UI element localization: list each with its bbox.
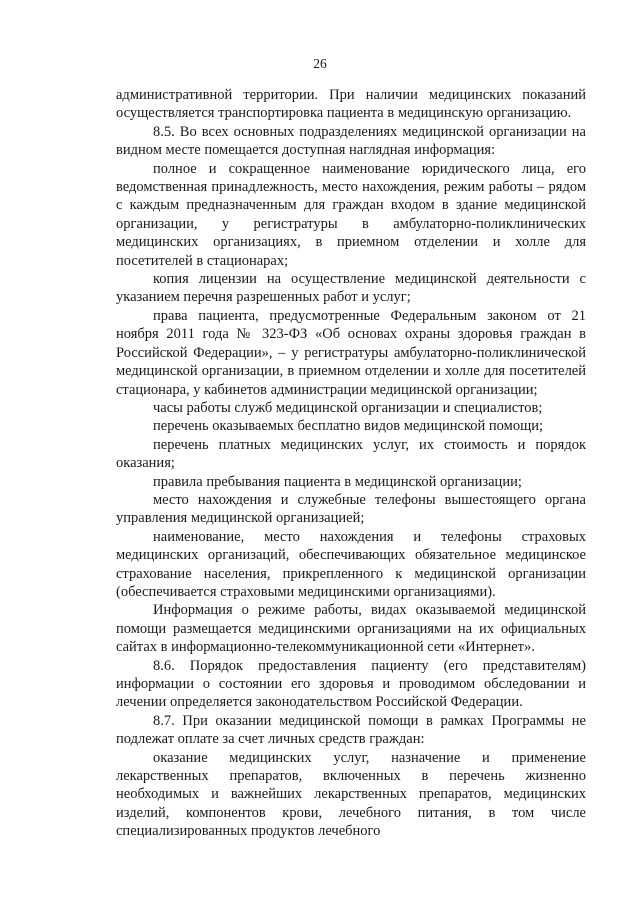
paragraph-item-paid-services: перечень платных медицинских услуг, их стоимость и порядок оказания;: [116, 436, 586, 472]
page-number: 26: [313, 56, 327, 71]
paragraph-item-governing-body: место нахождения и служебные телефоны вышестоящего органа управления медицинской организацией;: [116, 491, 586, 527]
paragraph-item-working-hours: часы работы служб медицинской организации и специалистов;: [153, 399, 543, 416]
paragraph-continuation: административной территории. При наличии медицинских показаний осуществляется транспортировка пациента в медицинскую организацию.: [116, 87, 586, 122]
paragraph-item-patient-rights: права пациента, предусмотренные Федеральным законом от 21 ноября 2011 года № 323-ФЗ «Об основах охраны здоровья граждан в Российской Федерации», – у регистратуры амбулаторно-поликлинической медицинской организации, в приемном отделении и холле для посетителей стационара, у кабинетов администрации медицинской организации;: [116, 307, 586, 398]
document-body: [116, 86, 586, 841]
paragraph-website-info: Информация о режиме работы, видах оказываемой медицинской помощи размещается медицинскими организациями на их официальных сайтах в информационно-телекоммуникационной сети «Интернет».: [116, 602, 586, 656]
paragraph-8-6: 8.6. Порядок предоставления пациенту (его представителям) информации о состоянии его здоровья и проводимом обследовании и лечении определяется законодательством Российской Федерации.: [116, 657, 586, 711]
paragraph-item-stay-rules: правила пребывания пациента в медицинской организации;: [153, 473, 522, 490]
paragraph-item-legal-name: полное и сокращенное наименование юридического лица, его ведомственная принадлежность, место нахождения, режим работы – рядом с каждым предназначенным для граждан входом в здание медицинской организации, у регистратуры в амбулаторно-поликлинических медицинских организациях, в приемном отделении и холле для посетителей в стационарах;: [116, 160, 586, 269]
paragraph-item-license: копия лицензии на осуществление медицинской деятельности с указанием перечня разрешенных работ и услуг;: [116, 271, 586, 306]
paragraph-8-5: 8.5. Во всех основных подразделениях медицинской организации на видном месте помещается доступная наглядная информация:: [116, 123, 586, 159]
paragraph-item-medical-services: оказание медицинских услуг, назначение и применение лекарственных препаратов, включенных в перечень жизненно необходимых и важнейших лекарственных препаратов, медицинских изделий, компонентов крови, лечебного питания, в том числе специализированных продуктов лечебного: [116, 749, 586, 840]
paragraph-item-insurers: наименование, место нахождения и телефоны страховых медицинских организаций, обеспечивающих обязательное медицинское страхование населения, прикрепленного к медицинской организации (обеспечивается страховыми медицинскими организациями).: [116, 528, 586, 600]
paragraph-8-7: 8.7. При оказании медицинской помощи в рамках Программы не подлежат оплате за счет личных средств граждан:: [116, 712, 586, 748]
paragraph-item-free-care: перечень оказываемых бесплатно видов медицинской помощи;: [153, 418, 544, 435]
